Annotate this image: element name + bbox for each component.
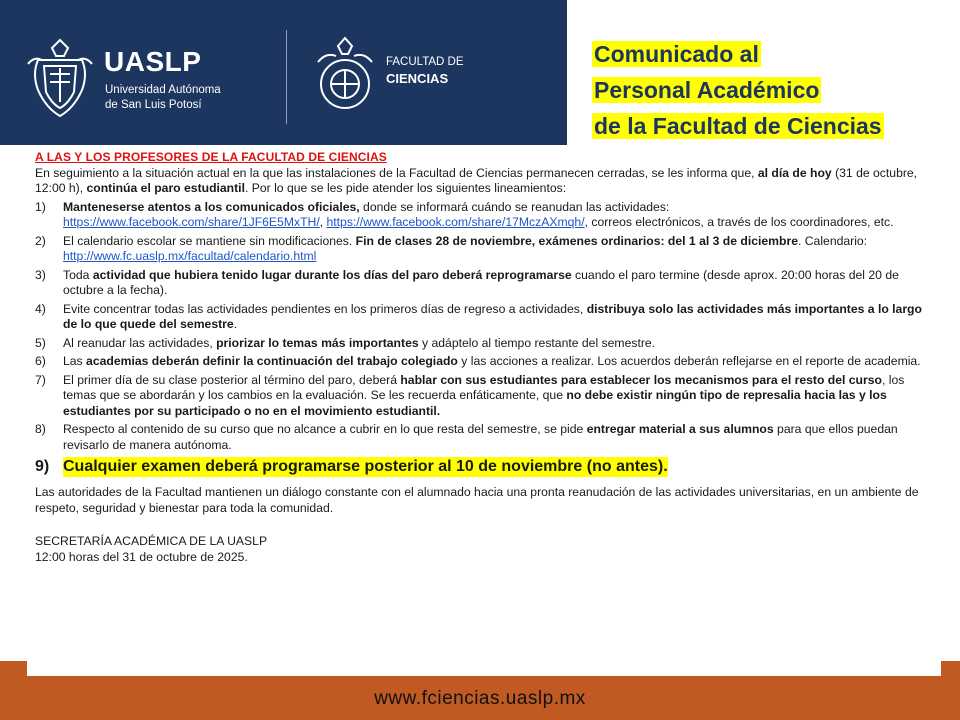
item-text: .	[233, 317, 238, 331]
calendar-link[interactable]: http://www.fc.uaslp.mx/facultad/calendario.html	[63, 249, 317, 263]
intro-bold: al día de hoy	[757, 165, 832, 180]
item-number: 1)	[35, 199, 46, 214]
item-text: El calendario escolar se mantiene sin modificaciones.	[63, 233, 356, 248]
item-text: . Calendario:	[797, 233, 868, 248]
item-bold: actividad que hubiera tenido lugar durante los días del paro deberá reprogramarse	[92, 267, 572, 282]
addressee-heading: A LAS Y LOS PROFESORES DE LA FACULTAD DE CIENCIAS	[35, 150, 387, 164]
faculty-logo	[312, 34, 482, 124]
item-bold: priorizar lo temas más importantes	[216, 335, 419, 350]
university-short-name: UASLP	[104, 46, 202, 77]
guideline-item-1	[35, 200, 935, 231]
item-text: Toda	[63, 267, 93, 282]
intro-bold: continúa el paro estudiantil	[86, 181, 245, 195]
intro-text: En seguimiento a la situación actual en la que las instalaciones de la Facultad de Ciencias permanecen cerradas, se les informa que,	[35, 165, 758, 180]
guideline-item-3	[35, 268, 935, 299]
guideline-item-5	[35, 336, 935, 352]
item-text: Al reanudar las actividades,	[63, 335, 217, 350]
guideline-item-2	[35, 234, 935, 265]
facebook-link-1[interactable]: https://www.facebook.com/share/1JF6E5MxTH/	[63, 215, 320, 229]
item-text: El primer día de su clase posterior al término del paro, deberá	[63, 372, 401, 387]
item-number: 8)	[35, 422, 46, 436]
footer-white-strip	[27, 661, 941, 676]
item-bold: Fin de clases 28 de noviembre, exámenes ordinarios: del 1 al 3 de diciembre	[355, 233, 798, 248]
item-text: , correos electrónicos, a través de los coordinadores, etc.	[584, 215, 894, 229]
intro-text: . Por lo que se les pide atender los siguientes lineamientos:	[244, 181, 567, 195]
faculty-name-line1: FACULTAD DE	[386, 56, 464, 68]
item-bold: hablar con sus estudiantes para establecer los mecanismos para el resto del curso	[400, 372, 882, 387]
uaslp-logo	[24, 34, 254, 124]
item-text: Las	[63, 354, 87, 368]
header-banner	[0, 0, 567, 145]
closing-paragraph: Las autoridades de la Facultad mantienen un diálogo constante con el alumnado hacia una pronta reanudación de las actividades universitarias, en un ambiente de respeto, seguridad y bienestar para toda la comunidad.	[35, 485, 919, 515]
item-text: cuando el paro termine (desde aprox. 20:00 horas del 20 de octubre a la fecha).	[63, 267, 899, 297]
item-text: , los temas que se abordarán y los cambios en la evaluación. Se les recuerda enfáticamente, que	[63, 372, 905, 402]
intro-text: (31 de octubre, 12:00 h),	[35, 165, 918, 195]
title-line2: Personal Académico	[594, 77, 820, 103]
item-text: Evite concentrar todas las actividades pendientes en los primeros días de regreso a actividades,	[63, 301, 587, 316]
university-name-line1: Universidad Autónoma	[105, 84, 221, 96]
logo-divider	[286, 30, 287, 124]
item-text: y las acciones a realizar. Los acuerdos deberán reflejarse en el reporte de academia.	[457, 354, 921, 368]
item-bold: academias deberán definir la continuación del trabajo colegiado	[86, 354, 458, 368]
item-number: 4)	[35, 301, 46, 316]
item-number: 3)	[35, 267, 46, 282]
item-number: 6)	[35, 354, 46, 368]
item-text: Respecto al contenido de su curso que no alcance a cubrir en lo que resta del semestre, se pide	[63, 422, 587, 436]
item-bold: entregar material a sus alumnos	[586, 422, 774, 436]
item-number: 5)	[35, 335, 46, 350]
faculty-crest-icon	[312, 34, 378, 120]
item-bold: distribuya solo las actividades más importantes a lo largo de lo que quede del semestre	[63, 301, 922, 331]
guideline-item-8	[35, 422, 935, 453]
footer-website-url: www.fciencias.uaslp.mx	[374, 688, 586, 709]
item-bold: Manteneserse atentos a los comunicados oficiales,	[63, 199, 360, 214]
facebook-link-2[interactable]: https://www.facebook.com/share/17MczAXmqh/	[326, 215, 585, 229]
item-text: para que ellos puedan revisarlo de manera autónoma.	[63, 422, 898, 452]
signature-date: 12:00 horas del 31 de octubre de 2025.	[35, 549, 248, 564]
title-line1: Comunicado al	[594, 41, 759, 67]
guideline-item-7	[35, 373, 935, 420]
intro-paragraph	[35, 166, 935, 197]
item-number: 2)	[35, 233, 46, 248]
item-text: y adáptelo al tiempo restante del semestre.	[418, 335, 656, 350]
guideline-item-6	[35, 354, 935, 370]
exam-notice-highlight: Cualquier examen deberá programarse posterior al 10 de noviembre (no antes).	[63, 458, 668, 475]
signature-block	[35, 534, 935, 565]
title-line3: de la Facultad de Ciencias	[594, 113, 882, 139]
item-number: 7)	[35, 372, 46, 387]
faculty-name-line2: CIENCIAS	[386, 71, 449, 86]
university-name-line2: de San Luis Potosí	[105, 99, 202, 111]
item-text: donde se informará cuándo se reanudan las actividades:	[359, 199, 670, 214]
item-bold: no debe existir ningún tipo de represalia hacia las y los estudiantes por su participado o no en el movimiento estudiantil.	[63, 388, 887, 418]
signature-office: SECRETARÍA ACADÉMICA DE LA UASLP	[35, 534, 268, 548]
guideline-item-4	[35, 302, 935, 333]
uaslp-crest-icon	[24, 34, 96, 120]
communique-title	[592, 36, 884, 144]
guideline-item-9	[35, 457, 935, 477]
communique-body	[35, 150, 935, 565]
item-number: 9)	[35, 458, 50, 475]
item-text: ,	[319, 215, 327, 229]
